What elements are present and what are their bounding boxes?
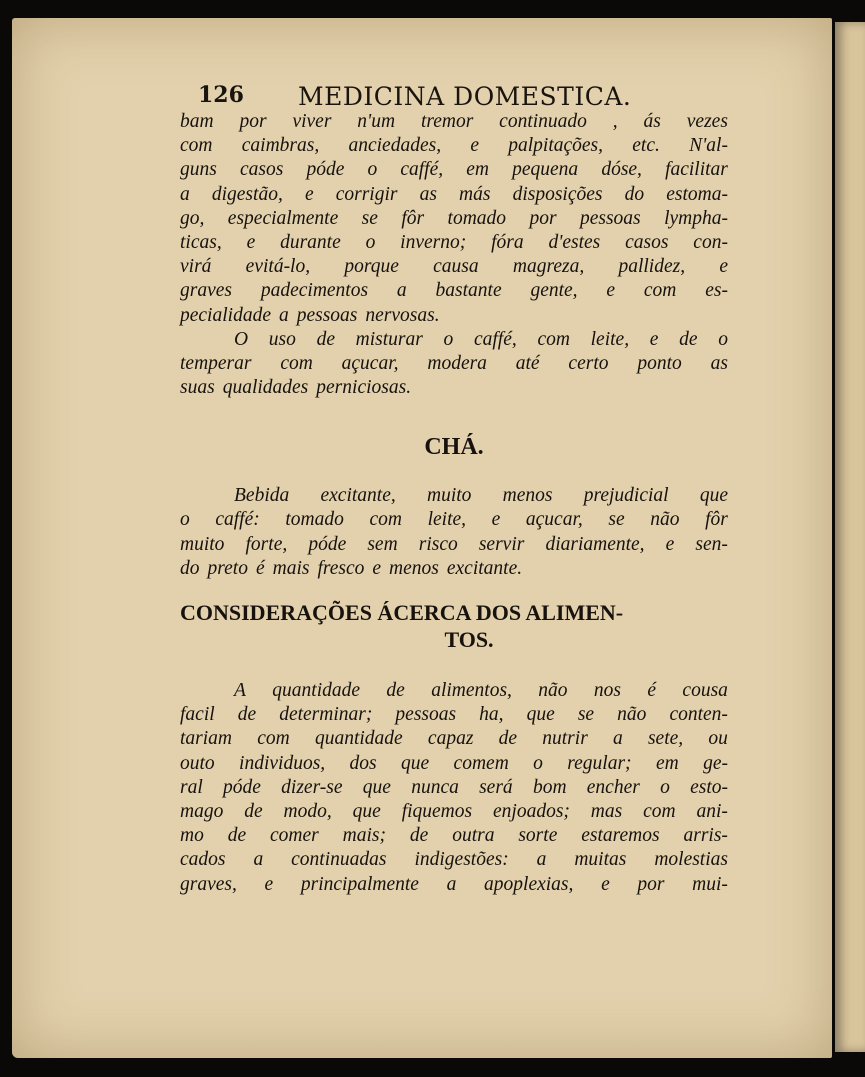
text-line: guns casos póde o caffé, em pequena dóse, facilitar	[180, 159, 728, 181]
text-line: ticas, e durante o inverno; fóra d'estes casos con-	[180, 231, 728, 253]
text-line: graves padecimentos a bastante gente, e com es-	[180, 280, 728, 302]
page-number: 126	[198, 82, 244, 108]
text-line: cados a continuadas indigestões: a muitas molestias	[180, 849, 728, 871]
text-line: temperar com açucar, modera até certo ponto as	[180, 352, 728, 374]
section-heading-cha: CHÁ.	[424, 434, 484, 461]
section-heading-consideracoes	[180, 599, 728, 653]
next-page-edge	[835, 22, 865, 1052]
text-line: bam por viver n'um tremor continuado , ás vezes	[180, 111, 728, 132]
heading-line: CONSIDERAÇÕES ÁCERCA DOS ALIMEN-	[180, 600, 624, 625]
text-line: A quantidade de alimentos, não nos é cousa	[234, 680, 728, 701]
text-line: do preto é mais fresco e menos excitante.	[180, 557, 523, 579]
text-line: muito forte, póde sem risco servir diariamente, e sen-	[180, 533, 728, 555]
text-line: outo individuos, dos que comem o regular; em ge-	[180, 752, 728, 774]
text-line: com caimbras, anciedades, e palpitações, etc. N'al-	[180, 135, 728, 157]
text-line: mago de modo, que fiquemos enjoados; mas com ani-	[180, 800, 728, 822]
text-line: mo de comer mais; de outra sorte estaremos arris-	[180, 825, 728, 847]
text-line: pecialidade a pessoas nervosas.	[180, 304, 440, 326]
text-line: o caffé: tomado com leite, e açucar, se não fôr	[180, 509, 728, 531]
text-line: facil de determinar; pessoas ha, que se não conten-	[180, 704, 728, 726]
paragraph-cha	[180, 484, 728, 581]
page-body	[180, 110, 728, 897]
text-line: Bebida excitante, muito menos prejudicial que	[234, 485, 728, 507]
text-line: go, especialmente se fôr tomado por pessoas lympha-	[180, 207, 728, 229]
text-line: graves, e principalmente a apoplexias, e por mui-	[180, 873, 728, 895]
text-line: tariam com quantidade capaz de nutrir a sete, ou	[180, 728, 728, 750]
text-line: suas qualidades perniciosas.	[180, 377, 412, 399]
text-line: virá evitá-lo, porque causa magreza, pallidez, e	[180, 256, 728, 278]
text-line: a digestão, e corrigir as más disposições do estoma-	[180, 183, 728, 205]
paragraph-caffe-continued	[180, 110, 728, 328]
paragraph-caffe-leite	[180, 328, 728, 401]
running-head: MEDICINA DOMESTICA.	[298, 82, 632, 111]
text-line: ral póde dizer-se que nunca será bom encher o esto-	[180, 776, 728, 798]
text-line: O uso de misturar o caffé, com leite, e de o	[234, 328, 728, 350]
heading-line: TOS.	[444, 627, 494, 652]
paragraph-alimentos	[180, 679, 728, 897]
